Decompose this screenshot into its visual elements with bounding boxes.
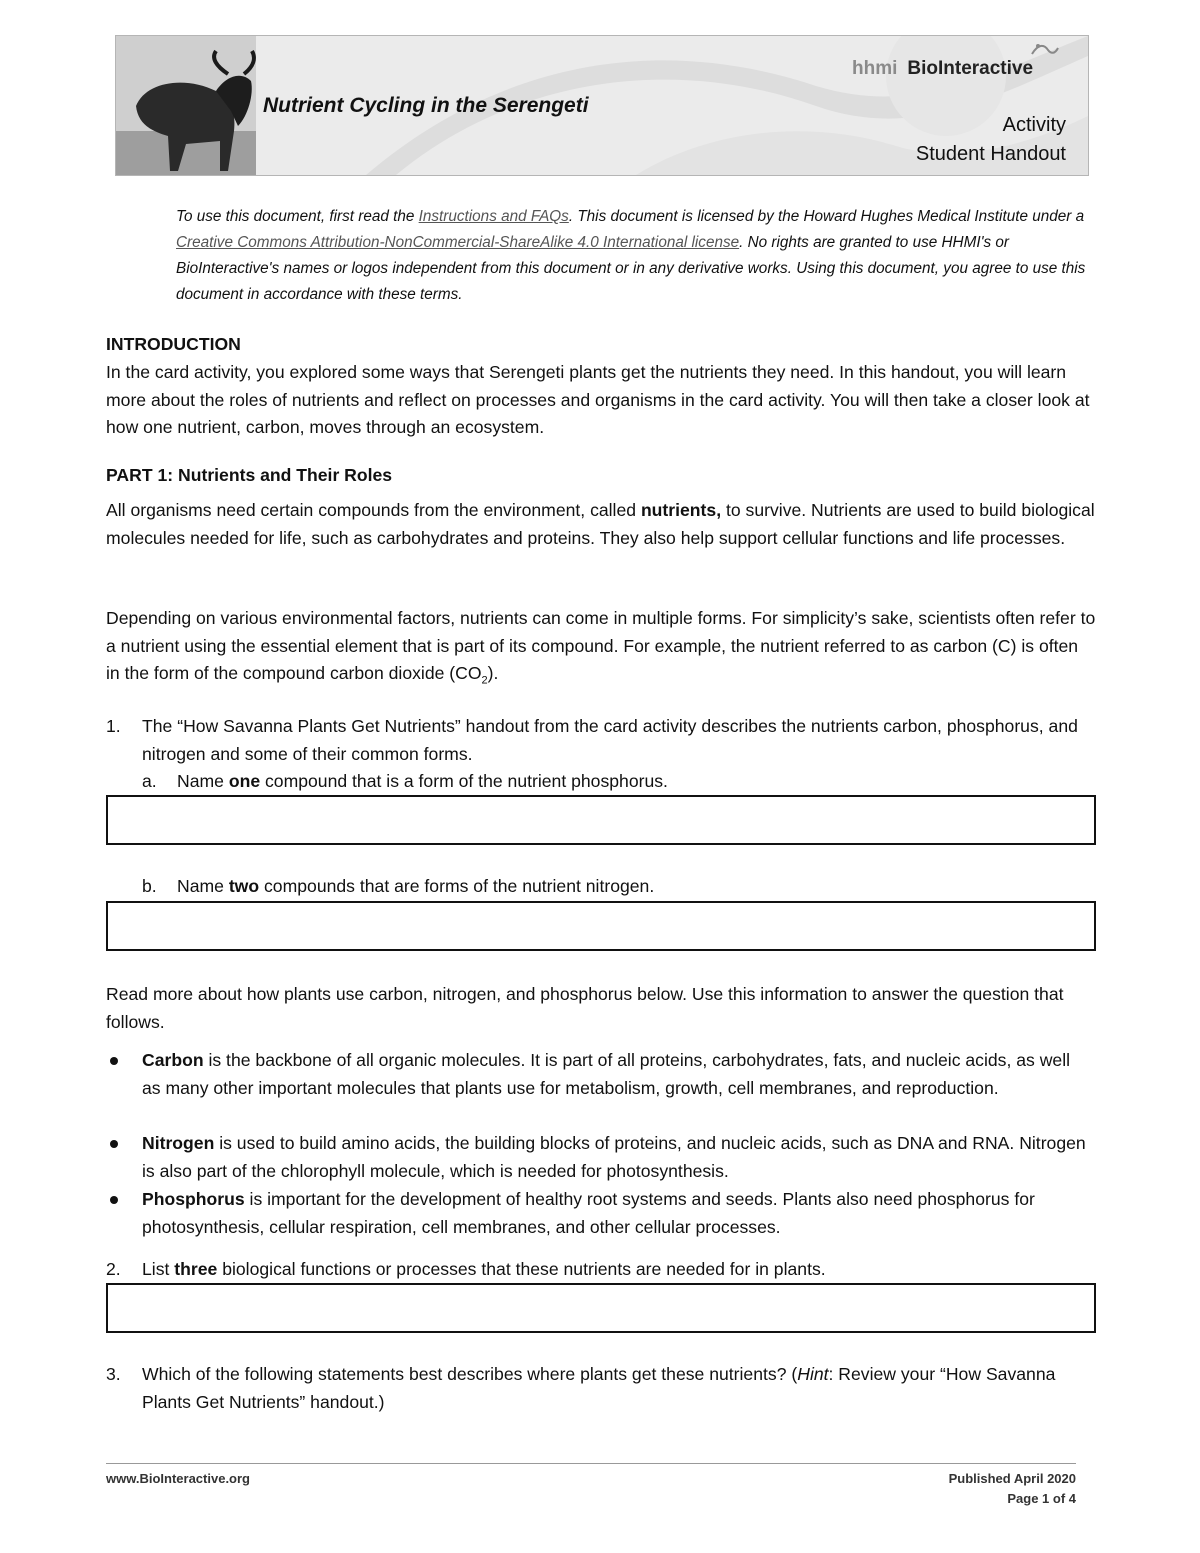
answer-box-1a[interactable] bbox=[106, 795, 1096, 845]
phosphorus-term: Phosphorus bbox=[142, 1189, 245, 1209]
cc-license-link[interactable]: Creative Commons Attribution-NonCommercial-ShareAlike 4.0 International license bbox=[176, 234, 740, 251]
p1-text-b: to survive. Nutrients are used to build biological molecules needed for life, such as carbohydrates and proteins. They also help support cellular functions and life processes. bbox=[106, 500, 1095, 548]
bullet-carbon-icon bbox=[110, 1057, 118, 1065]
bullet-phosphorus bbox=[142, 1186, 1092, 1241]
question-3-number: 3. bbox=[106, 1364, 121, 1384]
intro-body: In the card activity, you explored some ways that Serengeti plants get the nutrients they need. In this handout, you will learn more about the roles of nutrients and reflect on processes and organisms in the card activity. You will then take a closer look at how one nutrient, carbon, moves through an ecosystem. bbox=[106, 362, 1090, 437]
carbon-term: Carbon bbox=[142, 1050, 204, 1070]
phosphorus-text: is important for the development of healthy root systems and seeds. Plants also need phosphorus for photosynthesis, cellular respiration, cell membranes, and other cellular processes. bbox=[142, 1189, 1035, 1237]
instructions-faqs-link[interactable]: Instructions and FAQs bbox=[418, 208, 569, 225]
activity-label: Activity bbox=[1002, 114, 1066, 136]
bullet-nitrogen bbox=[142, 1130, 1092, 1185]
student-handout-label: Student Handout bbox=[915, 143, 1066, 165]
question-1-number: 1. bbox=[106, 716, 121, 736]
co2-subscript: 2 bbox=[481, 674, 488, 687]
carbon-text: is the backbone of all organic molecules. It is part of all proteins, carbohydrates, fats, and nucleic acids, as well as many other important molecules that plants use for metabolism, growth, cell membranes, and reproduction. bbox=[142, 1050, 1071, 1098]
question-1a-text bbox=[177, 768, 1077, 796]
license-text-2: . This document is licensed by the Howard Hughes Medical Institute under a bbox=[568, 208, 1085, 225]
q3-post: : Review your “How Savanna Plants Get Nutrients” handout.) bbox=[142, 1364, 1056, 1412]
question-1-text: The “How Savanna Plants Get Nutrients” handout from the card activity describes the nutrients carbon, phosphorus, and nitrogen and some of their common forms. bbox=[142, 716, 1078, 764]
question-1a-label: a. bbox=[142, 771, 157, 791]
q1b-post: compounds that are forms of the nutrient nitrogen. bbox=[259, 876, 655, 896]
q2-pre: List bbox=[142, 1259, 175, 1279]
nutrients-term: nutrients, bbox=[640, 500, 722, 520]
q2-post: biological functions or processes that these nutrients are needed for in plants. bbox=[217, 1259, 826, 1279]
p1-text-a: All organisms need certain compounds from the environment, called bbox=[106, 500, 641, 520]
bullet-nitrogen-icon bbox=[110, 1140, 118, 1148]
q3-hint: Hint bbox=[797, 1364, 829, 1384]
hhmi-logo-text: hhmi bbox=[852, 58, 898, 79]
q3-pre: Which of the following statements best describes where plants get these nutrients? ( bbox=[142, 1364, 798, 1384]
q1b-pre: Name bbox=[177, 876, 229, 896]
intro-heading: INTRODUCTION bbox=[106, 334, 241, 354]
p2-text-b: ). bbox=[487, 663, 499, 683]
footer-website-link[interactable]: www.BioInteractive.org bbox=[106, 1471, 250, 1486]
part1-paragraph-2 bbox=[106, 605, 1096, 695]
q2-bold: three bbox=[174, 1259, 218, 1279]
footer-page-number: Page 1 of 4 bbox=[1007, 1491, 1076, 1506]
q1a-post: compound that is a form of the nutrient phosphorus. bbox=[260, 771, 668, 791]
question-3-text bbox=[142, 1361, 1092, 1416]
part1-paragraph-1 bbox=[106, 497, 1096, 552]
read-more-paragraph: Read more about how plants use carbon, nitrogen, and phosphorus below. Use this information to answer the question that follows. bbox=[106, 984, 1064, 1032]
answer-box-1b[interactable] bbox=[106, 901, 1096, 951]
license-text-3: . No rights are granted to use HHMI's or BioInteractive's names or logos independent from this document or in any derivative works. Using this document, you agree to use this document in accordance with these terms. bbox=[176, 234, 1086, 303]
biointeractive-logo-icon bbox=[1030, 40, 1060, 65]
license-notice bbox=[176, 204, 1106, 308]
document-title: Nutrient Cycling in the Serengeti bbox=[263, 94, 589, 117]
footer-divider bbox=[106, 1463, 1076, 1464]
q1b-bold: two bbox=[228, 876, 260, 896]
nitrogen-text: is used to build amino acids, the building blocks of proteins, and nucleic acids, such as DNA and RNA. Nitrogen is also part of the chlorophyll molecule, which is needed for photosynthesis. bbox=[142, 1133, 1086, 1181]
question-1b-text bbox=[177, 873, 1077, 901]
bullet-carbon bbox=[142, 1047, 1092, 1102]
nitrogen-term: Nitrogen bbox=[142, 1133, 215, 1153]
part1-heading: PART 1: Nutrients and Their Roles bbox=[106, 465, 393, 485]
footer-published-date: Published April 2020 bbox=[948, 1471, 1076, 1486]
brand-logo bbox=[852, 58, 1033, 80]
license-text-1: To use this document, first read the bbox=[176, 208, 419, 225]
question-2-text bbox=[142, 1256, 1092, 1284]
wildebeest-photo bbox=[116, 36, 256, 175]
document-type bbox=[916, 111, 1066, 169]
question-2-number: 2. bbox=[106, 1259, 121, 1279]
biointeractive-logo-text: BioInteractive bbox=[907, 58, 1034, 79]
answer-box-2[interactable] bbox=[106, 1283, 1096, 1333]
q1a-bold: one bbox=[228, 771, 261, 791]
q1a-pre: Name bbox=[177, 771, 229, 791]
p2-text-a: Depending on various environmental factors, nutrients can come in multiple forms. For simplicity’s sake, scientists often refer to a nutrient using the essential element that is part of its compound. For example, the nutrient referred to as carbon (C) is often in the form of the compound carbon dioxide (CO bbox=[106, 608, 1096, 683]
question-1b-label: b. bbox=[142, 876, 157, 896]
bullet-phosphorus-icon bbox=[110, 1196, 118, 1204]
